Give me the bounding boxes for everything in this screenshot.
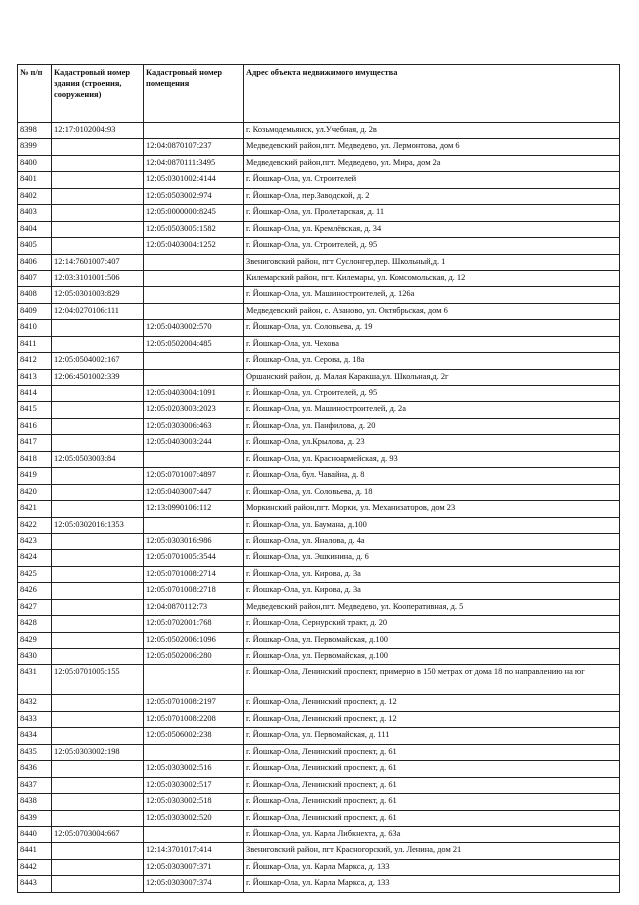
table-row [18, 695, 620, 711]
row-number-cell: 8409 [18, 303, 52, 319]
premises-cadastral-cell: 12:05:0701005:3544 [144, 550, 244, 566]
table-row [18, 859, 620, 875]
building-cadastral-cell [52, 599, 144, 615]
address-cell: г. Йошкар-Ола, ул. Строителей, д. 95 [244, 386, 620, 402]
premises-cadastral-cell: 12:05:0403004:1252 [144, 238, 244, 254]
row-number-cell: 8425 [18, 566, 52, 582]
address-cell: г. Йошкар-Ола, ул. Первомайская, д.100 [244, 649, 620, 665]
premises-cadastral-cell [144, 353, 244, 369]
header-building-cadastral: Кадастровый номер здания (строения, сооружения) [52, 65, 144, 123]
table-row [18, 418, 620, 434]
row-number-cell: 8439 [18, 810, 52, 826]
table-row [18, 221, 620, 237]
address-cell: г. Йошкар-Ола, бул. Чавайна, д. 8 [244, 468, 620, 484]
address-cell: г. Йошкар-Ола, пер.Заводской, д. 2 [244, 188, 620, 204]
premises-cadastral-cell: 12:05:0702001:768 [144, 616, 244, 632]
building-cadastral-cell [52, 649, 144, 665]
premises-cadastral-cell: 12:05:0502006:280 [144, 649, 244, 665]
address-cell: г. Йошкар-Ола, ул. Яналова, д. 4а [244, 533, 620, 549]
row-number-cell: 8412 [18, 353, 52, 369]
table-row [18, 353, 620, 369]
building-cadastral-cell [52, 501, 144, 517]
table-row [18, 632, 620, 648]
premises-cadastral-cell: 12:05:0403007:447 [144, 484, 244, 500]
table-row [18, 761, 620, 777]
row-number-cell: 8432 [18, 695, 52, 711]
row-number-cell: 8418 [18, 451, 52, 467]
header-row [18, 65, 620, 123]
building-cadastral-cell [52, 550, 144, 566]
premises-cadastral-cell: 12:05:0303002:516 [144, 761, 244, 777]
address-cell: г. Йошкар-Ола, Ленинский проспект, д. 12 [244, 711, 620, 727]
row-number-cell: 8400 [18, 155, 52, 171]
address-cell: г. Йошкар-Ола, ул. Строителей, д. 95 [244, 238, 620, 254]
row-number-cell: 8411 [18, 336, 52, 352]
premises-cadastral-cell: 12:04:0870111:3495 [144, 155, 244, 171]
address-cell: г. Йошкар-Ола, ул. Панфилова, д. 20 [244, 418, 620, 434]
premises-cadastral-cell [144, 369, 244, 385]
premises-cadastral-cell [144, 287, 244, 303]
table-row [18, 320, 620, 336]
premises-cadastral-cell: 12:05:0503002:974 [144, 188, 244, 204]
building-cadastral-cell [52, 418, 144, 434]
row-number-cell: 8410 [18, 320, 52, 336]
row-number-cell: 8441 [18, 843, 52, 859]
address-cell: г. Йошкар-Ола, ул. Первомайская, д.100 [244, 632, 620, 648]
header-address: Адрес объекта недвижимого имущества [244, 65, 620, 123]
address-cell: Медведевский район,пгт. Медведево, ул. Кооперативная, д. 5 [244, 599, 620, 615]
table-row [18, 550, 620, 566]
address-cell: Медведевский район,пгт. Медведево, ул. Мира, дом 2а [244, 155, 620, 171]
premises-cadastral-cell: 12:04:0870112:73 [144, 599, 244, 615]
premises-cadastral-cell: 12:14:3701017:414 [144, 843, 244, 859]
premises-cadastral-cell: 12:05:0701007:4897 [144, 468, 244, 484]
row-number-cell: 8429 [18, 632, 52, 648]
premises-cadastral-cell: 12:05:0303002:518 [144, 794, 244, 810]
address-cell: г. Йошкар-Ола, Ленинский проспект, примерно в 150 метрах от дома 18 по направлению на юг [244, 665, 620, 695]
address-cell: г. Йошкар-Ола, ул. Баумана, д.100 [244, 517, 620, 533]
premises-cadastral-cell: 12:05:0403004:1091 [144, 386, 244, 402]
premises-cadastral-cell [144, 123, 244, 139]
building-cadastral-cell [52, 484, 144, 500]
building-cadastral-cell: 12:05:0302016:1353 [52, 517, 144, 533]
premises-cadastral-cell: 12:05:0303007:371 [144, 859, 244, 875]
building-cadastral-cell [52, 435, 144, 451]
building-cadastral-cell [52, 566, 144, 582]
building-cadastral-cell: 12:14:7601007:407 [52, 254, 144, 270]
table-row [18, 843, 620, 859]
premises-cadastral-cell: 12:05:0502004:485 [144, 336, 244, 352]
premises-cadastral-cell: 12:05:0403003:244 [144, 435, 244, 451]
row-number-cell: 8399 [18, 139, 52, 155]
building-cadastral-cell [52, 616, 144, 632]
address-cell: г. Йошкар-Ола, Ленинский проспект, д. 61 [244, 810, 620, 826]
premises-cadastral-cell: 12:05:0502006:1096 [144, 632, 244, 648]
premises-cadastral-cell: 12:05:0303016:986 [144, 533, 244, 549]
row-number-cell: 8405 [18, 238, 52, 254]
table-row [18, 369, 620, 385]
premises-cadastral-cell: 12:05:0701008:2208 [144, 711, 244, 727]
building-cadastral-cell [52, 777, 144, 793]
row-number-cell: 8442 [18, 859, 52, 875]
premises-cadastral-cell [144, 303, 244, 319]
premises-cadastral-cell [144, 451, 244, 467]
building-cadastral-cell [52, 533, 144, 549]
address-cell: г. Йошкар-Ола, ул. Соловьева, д. 18 [244, 484, 620, 500]
building-cadastral-cell [52, 810, 144, 826]
table-row [18, 599, 620, 615]
building-cadastral-cell [52, 205, 144, 221]
address-cell: г. Йошкар-Ола, ул. Строителей [244, 172, 620, 188]
header-number: № п/п [18, 65, 52, 123]
table-row [18, 188, 620, 204]
address-cell: г. Йошкар-Ола, ул. Кремлёвская, д. 34 [244, 221, 620, 237]
premises-cadastral-cell [144, 665, 244, 695]
address-cell: г. Йошкар-Ола, Сернурский тракт, д. 20 [244, 616, 620, 632]
row-number-cell: 8427 [18, 599, 52, 615]
table-row [18, 826, 620, 842]
premises-cadastral-cell [144, 270, 244, 286]
table-row [18, 123, 620, 139]
row-number-cell: 8420 [18, 484, 52, 500]
row-number-cell: 8421 [18, 501, 52, 517]
building-cadastral-cell [52, 695, 144, 711]
premises-cadastral-cell [144, 826, 244, 842]
address-cell: г. Йошкар-Ола, Ленинский проспект, д. 61 [244, 744, 620, 760]
table-row [18, 336, 620, 352]
building-cadastral-cell [52, 711, 144, 727]
premises-cadastral-cell: 12:05:0503005:1582 [144, 221, 244, 237]
address-cell: г. Йошкар-Ола, ул. Соловьева, д. 19 [244, 320, 620, 336]
address-cell: г. Йошкар-Ола, ул. Кирова, д. 3а [244, 566, 620, 582]
row-number-cell: 8407 [18, 270, 52, 286]
table-row [18, 876, 620, 892]
building-cadastral-cell: 12:05:0504002:167 [52, 353, 144, 369]
row-number-cell: 8434 [18, 728, 52, 744]
premises-cadastral-cell: 12:05:0701008:2718 [144, 583, 244, 599]
address-cell: Звениговский район, пгт Красногорский, ул. Ленина, дом 21 [244, 843, 620, 859]
table-row [18, 468, 620, 484]
table-row [18, 728, 620, 744]
address-cell: г. Йошкар-Ола, ул. Кирова, д. 3а [244, 583, 620, 599]
table-row [18, 566, 620, 582]
row-number-cell: 8417 [18, 435, 52, 451]
row-number-cell: 8398 [18, 123, 52, 139]
header-premises-cadastral: Кадастровый номер помещения [144, 65, 244, 123]
address-cell: Оршанский район, д. Малая Каракша,ул. Школьная,д. 2г [244, 369, 620, 385]
table-row [18, 484, 620, 500]
row-number-cell: 8431 [18, 665, 52, 695]
building-cadastral-cell [52, 336, 144, 352]
building-cadastral-cell [52, 172, 144, 188]
building-cadastral-cell [52, 386, 144, 402]
address-cell: г. Йошкар-Ола, ул. Первомайская, д. 111 [244, 728, 620, 744]
table-row [18, 155, 620, 171]
table-row [18, 287, 620, 303]
row-number-cell: 8424 [18, 550, 52, 566]
premises-cadastral-cell: 12:05:0303006:463 [144, 418, 244, 434]
building-cadastral-cell [52, 728, 144, 744]
row-number-cell: 8423 [18, 533, 52, 549]
building-cadastral-cell [52, 402, 144, 418]
table-row [18, 451, 620, 467]
row-number-cell: 8443 [18, 876, 52, 892]
row-number-cell: 8430 [18, 649, 52, 665]
row-number-cell: 8416 [18, 418, 52, 434]
building-cadastral-cell [52, 139, 144, 155]
address-cell: г. Йошкар-Ола, ул. Чехова [244, 336, 620, 352]
address-cell: г. Йошкар-Ола, ул. Машиностроителей, д. 2а [244, 402, 620, 418]
building-cadastral-cell [52, 468, 144, 484]
table-row [18, 810, 620, 826]
building-cadastral-cell [52, 843, 144, 859]
row-number-cell: 8402 [18, 188, 52, 204]
table-row [18, 649, 620, 665]
table-row [18, 402, 620, 418]
row-number-cell: 8422 [18, 517, 52, 533]
address-cell: г. Йошкар-Ола, ул. Карла Маркса, д. 133 [244, 859, 620, 875]
table-row [18, 517, 620, 533]
address-cell: Медведевский район, с. Азаново, ул. Октябрьская, дом 6 [244, 303, 620, 319]
premises-cadastral-cell: 12:05:0506002:238 [144, 728, 244, 744]
row-number-cell: 8406 [18, 254, 52, 270]
building-cadastral-cell [52, 221, 144, 237]
table-row [18, 711, 620, 727]
building-cadastral-cell [52, 583, 144, 599]
premises-cadastral-cell: 12:05:0303002:517 [144, 777, 244, 793]
row-number-cell: 8428 [18, 616, 52, 632]
row-number-cell: 8401 [18, 172, 52, 188]
table-row [18, 777, 620, 793]
premises-cadastral-cell: 12:05:0301002:4144 [144, 172, 244, 188]
row-number-cell: 8404 [18, 221, 52, 237]
premises-cadastral-cell: 12:05:0203003:2023 [144, 402, 244, 418]
row-number-cell: 8433 [18, 711, 52, 727]
row-number-cell: 8440 [18, 826, 52, 842]
building-cadastral-cell [52, 320, 144, 336]
address-cell: Моркинский район,пгт. Морки, ул. Механизаторов, дом 23 [244, 501, 620, 517]
address-cell: г. Йошкар-Ола, Ленинский проспект, д. 61 [244, 777, 620, 793]
address-cell: г. Йошкар-Ола, Ленинский проспект, д. 61 [244, 761, 620, 777]
address-cell: г. Йошкар-Ола, ул. Пролетарская, д. 11 [244, 205, 620, 221]
row-number-cell: 8436 [18, 761, 52, 777]
building-cadastral-cell: 12:05:0701005:155 [52, 665, 144, 695]
building-cadastral-cell: 12:06:4501002:339 [52, 369, 144, 385]
address-cell: г. Йошкар-Ола, ул. Машиностроителей, д. 126а [244, 287, 620, 303]
building-cadastral-cell: 12:05:0303002:198 [52, 744, 144, 760]
row-number-cell: 8435 [18, 744, 52, 760]
row-number-cell: 8415 [18, 402, 52, 418]
table-header [18, 65, 620, 123]
row-number-cell: 8403 [18, 205, 52, 221]
address-cell: г. Йошкар-Ола, ул. Карла Маркса, д. 133 [244, 876, 620, 892]
address-cell: Медведевский район,пгт. Медведево, ул. Лермонтова, дом 6 [244, 139, 620, 155]
building-cadastral-cell [52, 859, 144, 875]
table-body [18, 123, 620, 893]
table-row [18, 794, 620, 810]
row-number-cell: 8419 [18, 468, 52, 484]
premises-cadastral-cell [144, 254, 244, 270]
property-register-table [17, 64, 620, 893]
building-cadastral-cell [52, 238, 144, 254]
building-cadastral-cell [52, 761, 144, 777]
table-row [18, 435, 620, 451]
building-cadastral-cell [52, 632, 144, 648]
building-cadastral-cell [52, 155, 144, 171]
address-cell: г. Йошкар-Ола, ул. Серова, д. 18а [244, 353, 620, 369]
address-cell: г. Йошкар-Ола, Ленинский проспект, д. 12 [244, 695, 620, 711]
table-row [18, 205, 620, 221]
premises-cadastral-cell: 12:05:0403002:570 [144, 320, 244, 336]
building-cadastral-cell [52, 794, 144, 810]
row-number-cell: 8437 [18, 777, 52, 793]
table-row [18, 254, 620, 270]
address-cell: г. Йошкар-Ола, ул. Красноармейская, д. 93 [244, 451, 620, 467]
address-cell: г. Йошкар-Ола, ул. Карла Либкнехта, д. 63а [244, 826, 620, 842]
table-row [18, 386, 620, 402]
building-cadastral-cell: 12:17:0102004:93 [52, 123, 144, 139]
table-row [18, 303, 620, 319]
address-cell: г. Йошкар-Ола, ул.Крылова, д. 23 [244, 435, 620, 451]
table-row [18, 172, 620, 188]
premises-cadastral-cell [144, 517, 244, 533]
address-cell: Килемарский район, пгт. Килемары, ул. Комсомольская, д. 12 [244, 270, 620, 286]
building-cadastral-cell: 12:04:0270106:111 [52, 303, 144, 319]
premises-cadastral-cell: 12:04:0870107:237 [144, 139, 244, 155]
table-row [18, 238, 620, 254]
row-number-cell: 8414 [18, 386, 52, 402]
address-cell: г. Йошкар-Ола, Ленинский проспект, д. 61 [244, 794, 620, 810]
building-cadastral-cell [52, 188, 144, 204]
row-number-cell: 8438 [18, 794, 52, 810]
row-number-cell: 8408 [18, 287, 52, 303]
building-cadastral-cell: 12:03:3101001:506 [52, 270, 144, 286]
premises-cadastral-cell: 12:05:0000000:8245 [144, 205, 244, 221]
address-cell: г. Йошкар-Ола, ул. Эшкинина, д. 6 [244, 550, 620, 566]
building-cadastral-cell [52, 876, 144, 892]
building-cadastral-cell: 12:05:0703004:667 [52, 826, 144, 842]
premises-cadastral-cell: 12:05:0303007:374 [144, 876, 244, 892]
table-row [18, 744, 620, 760]
premises-cadastral-cell: 12:05:0701008:2197 [144, 695, 244, 711]
row-number-cell: 8426 [18, 583, 52, 599]
table-row [18, 270, 620, 286]
premises-cadastral-cell [144, 744, 244, 760]
table-row [18, 583, 620, 599]
building-cadastral-cell: 12:05:0301003:829 [52, 287, 144, 303]
table-row [18, 616, 620, 632]
table-row [18, 533, 620, 549]
row-number-cell: 8413 [18, 369, 52, 385]
address-cell: г. Козьмодемьянск, ул.Учебная, д. 2в [244, 123, 620, 139]
table-row [18, 501, 620, 517]
building-cadastral-cell: 12:05:0503003:84 [52, 451, 144, 467]
premises-cadastral-cell: 12:05:0701008:2714 [144, 566, 244, 582]
premises-cadastral-cell: 12:05:0303002:520 [144, 810, 244, 826]
premises-cadastral-cell: 12:13:0990106:112 [144, 501, 244, 517]
table-row [18, 665, 620, 695]
table-row [18, 139, 620, 155]
address-cell: Звениговский район, пгт Суслонгер,пер. Школьный,д. 1 [244, 254, 620, 270]
